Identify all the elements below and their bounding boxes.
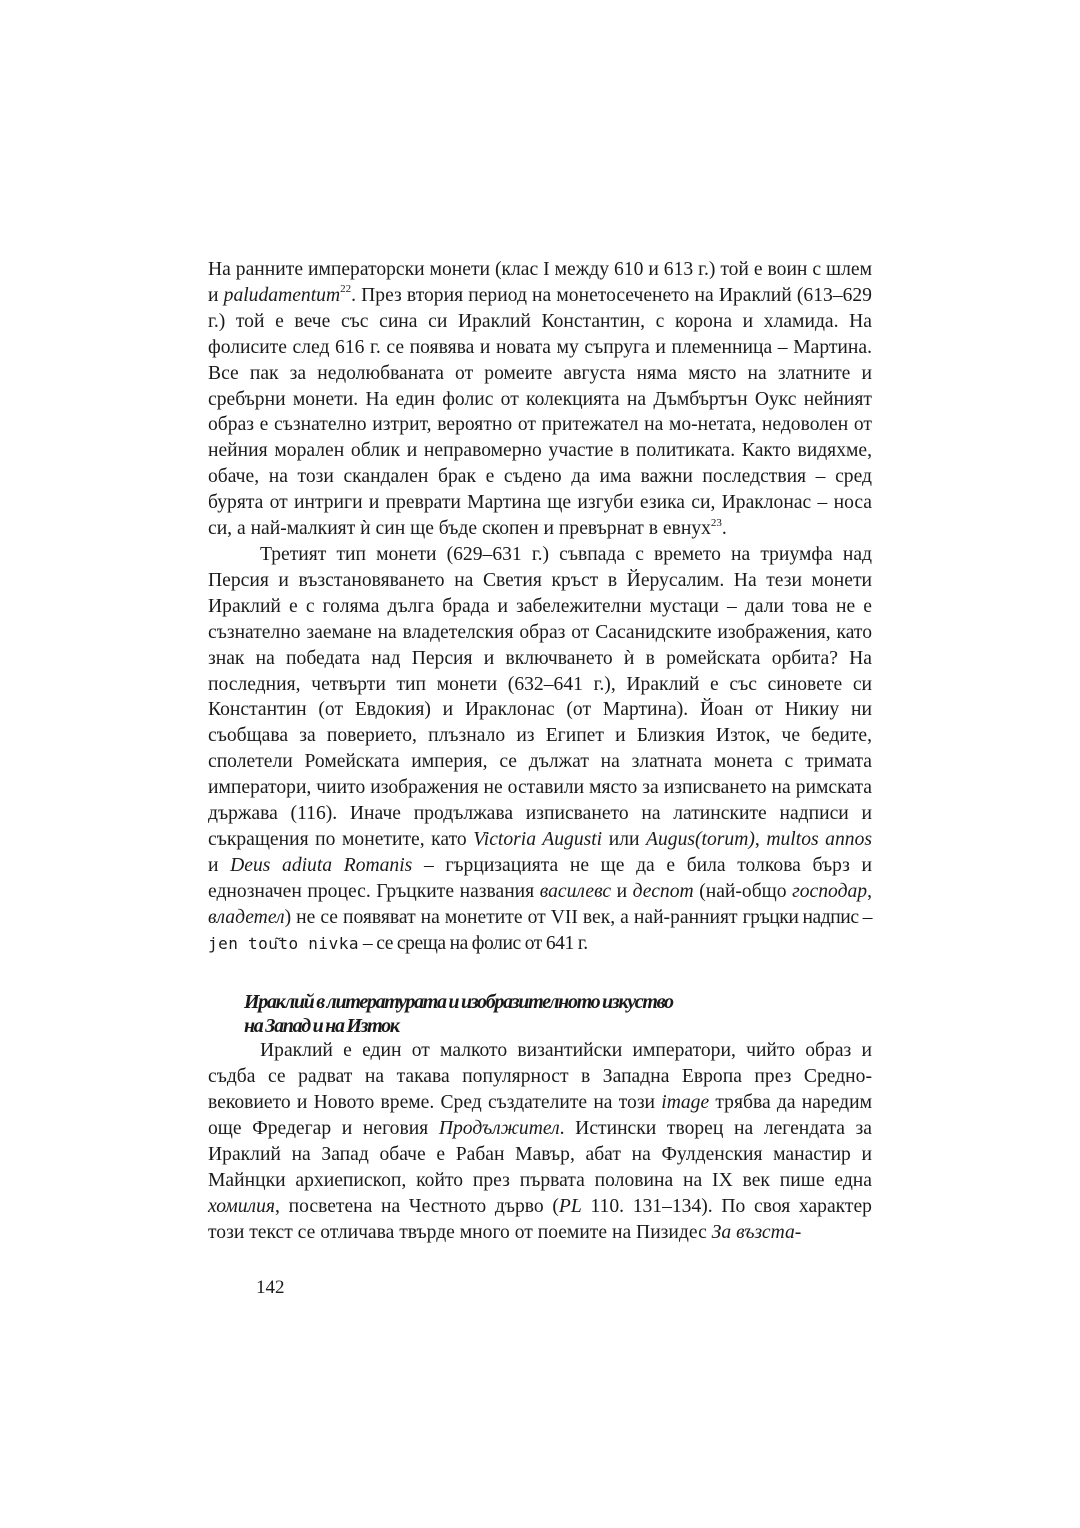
text-run: , (754, 828, 767, 850)
text-run: – се среща на фолис от 641 г. (358, 932, 588, 954)
text-run: трябва да наредим още Фредегар и неговия (208, 1092, 873, 1140)
text-run: – гърцизацията не ще да е била толкова бърз и еднозначен процес. Гръцките названия (208, 854, 873, 902)
text-run: Третият тип монети (629–631 г.) съвпада с времето на триумфа над Персия и възстановяването на Светия кръст в Йерусалим. На тези монети Ираклий е с голяма дълга брада и забележителни мустаци – дали това не е съзнателно заемане на владетелския образ от Сасанидските изображения, като знак на победата над Персия и включването ѝ в ромейската орбита? На последния, четвърти тип монети (632–641 г.), Ираклий е със синовете си Константин (от Евдокия) и Ираклонас (от Мартина). Йоан от Никиу ни съобщава за поверието, плъзнало из Египет и Близкия Изток, че бедите, сполетели Ромейската империя, се дължат на златната монета с тримата императори, чиито изображения не оставили място за изписването на римската държава (116). Иначе продължава изписването на латинските надписи и съкращения по монетите, като (208, 543, 872, 850)
section-heading (244, 990, 872, 1038)
italic-term: Продължител (438, 1118, 560, 1140)
text-run: Ираклий е един от малкото византийски императори, чийто образ и съдба се радват на такава популярност в Западна Европа през Средно-вековието и Новото време. Сред създателите на този (208, 1040, 872, 1114)
italic-term: paludamentum (223, 284, 341, 306)
italic-term: Deus adiuta Romanis (230, 854, 413, 876)
page-body (208, 257, 872, 1246)
text-run: и (611, 880, 633, 902)
text-run: . Истински творец на легендата за Ираклий на Запад обаче е Рабан Мавър, абат на Фулденския манастир и Майнцки архиепископ, който през първата половина на IX век пише една (208, 1118, 872, 1191)
italic-term: multos annos (766, 828, 872, 850)
section-heading-line: Ираклий в литературата и изобразителното изкуство (244, 991, 673, 1014)
italic-term: За възста- (711, 1221, 802, 1243)
text-run: . През втория период на монетосеченето на Ираклий (613–629 г.) той е вече със сина си Ираклий Константин, с корона и хламида. На фолисите след 616 г. се появява и новата му съпруга и племенница – Мартина. Все пак за недолюбваната от ромеите августа няма място на златните и сребърни монети. На един фолис от колекцията на Дъмбъртън Оукс нейният образ е съзнателно изтрит, вероятно от притежател на мо-нетата, недоволен от нейния морален облик и неправомерно участие в политиката. Както видяхме, обаче, на този скандален брак е съдено да има важни последствия – сред бурята от интриги и преврати Мартина ще изгуби езика си, Ираклонас – носа си, а най-малкият ѝ син ще бъде скопен и превърнат в евнух (208, 284, 872, 540)
text-run: и (208, 854, 231, 876)
text-run: . (721, 518, 727, 540)
italic-term: хомилия (208, 1195, 276, 1217)
italic-term: владетел (208, 906, 285, 928)
italic-term: господар (792, 880, 868, 902)
text-run: 110. 131–134). По своя характер този текст се отличава твърде много от поемите на Пизидес (208, 1195, 872, 1243)
text-run: или (602, 828, 647, 850)
paragraph-heraclius-west (208, 1038, 872, 1245)
text-run: , посветена на Честното дърво ( (275, 1195, 559, 1217)
greek-inscription: jen tou͂to nivka (208, 933, 359, 953)
text-run: , (867, 880, 872, 902)
italic-term: Victoria Augusti (473, 828, 603, 850)
italic-term: PL (558, 1195, 582, 1217)
text-run: ) не се появяват на монетите от VII век, а най-ранният (284, 906, 743, 928)
paragraph-coin-classes (208, 257, 872, 542)
section-heading-line: на Запад и на Изток (244, 1015, 399, 1038)
italic-term: image (661, 1092, 710, 1114)
italic-term: Augus(torum) (646, 828, 755, 850)
text-run: (най-общо (693, 880, 793, 902)
page-number: 142 (256, 1277, 285, 1298)
text-run: гръцки надпис – (742, 906, 873, 928)
text-run: На ранните императорски монети (клас I между 610 и 613 г.) той е воин с шлем и (208, 259, 872, 306)
italic-term: деспот (632, 880, 694, 902)
paragraph-third-type (208, 542, 872, 957)
footnote-ref: 22 (340, 283, 352, 296)
italic-term: василевс (539, 880, 612, 902)
footnote-ref: 23 (710, 516, 722, 529)
